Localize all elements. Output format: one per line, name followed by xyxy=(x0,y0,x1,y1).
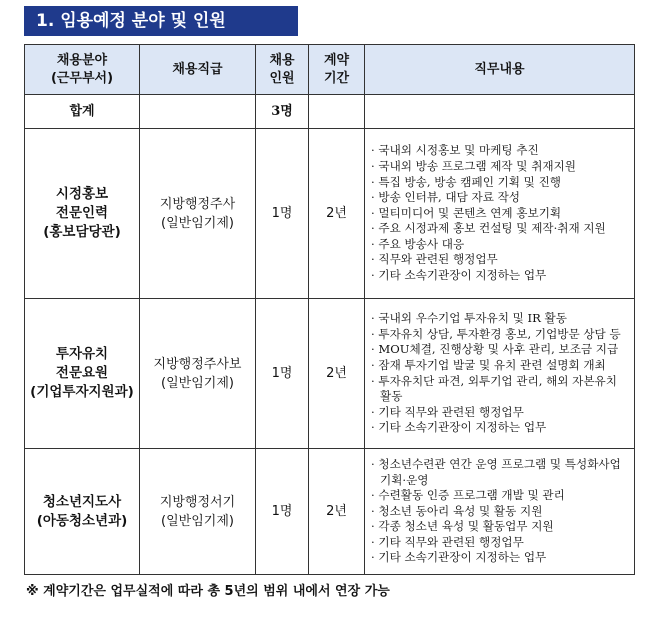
period-cell: 2년 xyxy=(309,129,365,299)
duty-item: · 방송 인터뷰, 대담 자료 작성 xyxy=(371,190,520,205)
duty-item: · 기타 소속기관장이 지정하는 업무 xyxy=(371,268,547,283)
duty-item: · 기타 소속기관장이 지정하는 업무 xyxy=(371,420,547,435)
total-label: 합계 xyxy=(25,95,140,129)
duty-item: · 투자유치 상담, 투자환경 홍보, 기업방문 상담 등 xyxy=(371,326,621,341)
period-cell: 2년 xyxy=(309,449,365,575)
duty-item: · 멀티미디어 및 콘텐츠 연계 홍보기획 xyxy=(371,205,562,220)
field-line1: 시정홍보 xyxy=(55,186,109,202)
table-row xyxy=(25,129,635,299)
duties-list xyxy=(371,143,630,283)
field-line3: (기업투자지원과) xyxy=(30,384,134,400)
header-period-line1: 계약 xyxy=(323,52,350,68)
table-row xyxy=(25,299,635,449)
period-cell: 2년 xyxy=(309,299,365,449)
header-field xyxy=(25,45,140,95)
position-line2: (일반임기제) xyxy=(161,215,234,231)
header-period xyxy=(309,45,365,95)
header-duties: 직무내용 xyxy=(365,45,635,95)
count-cell: 1명 xyxy=(256,129,309,299)
total-row xyxy=(25,95,635,129)
duty-item: · 직무와 관련된 행정업무 xyxy=(371,252,498,267)
duties-list xyxy=(371,457,630,566)
header-count-line2: 인원 xyxy=(269,70,295,86)
duty-item: · 국내외 방송 프로그램 제작 및 취재지원 xyxy=(371,158,576,173)
position-line1: 지방행정주사보 xyxy=(153,356,242,372)
footnote: ※ 계약기간은 업무실적에 따라 총 5년의 범위 내에서 연장 가능 xyxy=(26,584,390,599)
duty-item: · 각종 청소년 육성 및 활동업무 지원 xyxy=(371,519,554,534)
total-duties-empty xyxy=(365,95,635,129)
duty-item: · 국내외 우수기업 투자유치 및 IR 활동 xyxy=(371,311,567,326)
position-line2: (일반임기제) xyxy=(161,513,234,529)
duty-item: · 특집 방송, 방송 캠페인 기획 및 진행 xyxy=(371,174,561,189)
duties-list xyxy=(371,311,630,436)
position-cell xyxy=(140,299,256,449)
duties-cell xyxy=(365,299,635,449)
header-position: 채용직급 xyxy=(140,45,256,95)
duty-item: · 청소년수련관 연간 운영 프로그램 및 특성화사업 기획·운영 xyxy=(371,456,621,487)
header-field-line2: (근무부서) xyxy=(50,70,114,86)
field-cell xyxy=(25,449,140,575)
duty-item: · 기타 직무와 관련된 행정업무 xyxy=(371,534,524,549)
duty-item: · 투자유치단 파견, 외투기업 관리, 해외 자본유치 활동 xyxy=(371,373,617,404)
recruitment-table xyxy=(24,44,635,575)
field-line1: 청소년지도사 xyxy=(42,493,122,510)
header-field-line1: 채용분야 xyxy=(56,52,108,68)
field-cell xyxy=(25,299,140,449)
total-period-empty xyxy=(309,95,365,129)
position-line1: 지방행정주사 xyxy=(159,196,236,212)
duty-item: · 잠재 투자기업 발굴 및 유치 관련 설명회 개최 xyxy=(371,357,606,372)
field-line2: 전문인력 xyxy=(55,205,109,221)
duty-item: · 청소년 동아리 육성 및 활동 지원 xyxy=(371,503,543,518)
header-count xyxy=(256,45,309,95)
count-cell: 1명 xyxy=(256,449,309,575)
header-period-line2: 기간 xyxy=(323,70,350,86)
duty-item: · 주요 방송사 대응 xyxy=(371,236,465,251)
duty-item: · 수련활동 인증 프로그램 개발 및 관리 xyxy=(371,488,565,503)
field-cell xyxy=(25,129,140,299)
duties-cell xyxy=(365,129,635,299)
position-cell xyxy=(140,449,256,575)
table-header-row xyxy=(25,45,635,95)
duty-item: · 기타 소속기관장이 지정하는 업무 xyxy=(371,550,547,565)
header-count-line1: 채용 xyxy=(269,52,295,68)
duty-item: · 주요 시정과제 홍보 컨설팅 및 제작·취재 지원 xyxy=(371,221,606,236)
total-count: 3명 xyxy=(256,95,309,129)
field-line2: (아동청소년과) xyxy=(36,512,128,529)
duties-cell xyxy=(365,449,635,575)
table-row xyxy=(25,449,635,575)
field-line2: 전문요원 xyxy=(55,365,109,381)
duty-item: · 국내외 시정홍보 및 마케팅 추진 xyxy=(371,143,539,158)
field-line3: (홍보담당관) xyxy=(43,224,121,240)
position-line1: 지방행정서기 xyxy=(159,494,236,510)
position-line2: (일반임기제) xyxy=(161,375,234,391)
duty-item: · 기타 직무와 관련된 행정업무 xyxy=(371,404,524,419)
field-line1: 투자유치 xyxy=(55,346,109,362)
count-cell: 1명 xyxy=(256,299,309,449)
total-position-empty xyxy=(140,95,256,129)
duty-item: · MOU체결, 진행상황 및 사후 관리, 보조금 지급 xyxy=(371,342,619,357)
position-cell xyxy=(140,129,256,299)
section-title: 1. 임용예정 분야 및 인원 xyxy=(24,6,298,36)
